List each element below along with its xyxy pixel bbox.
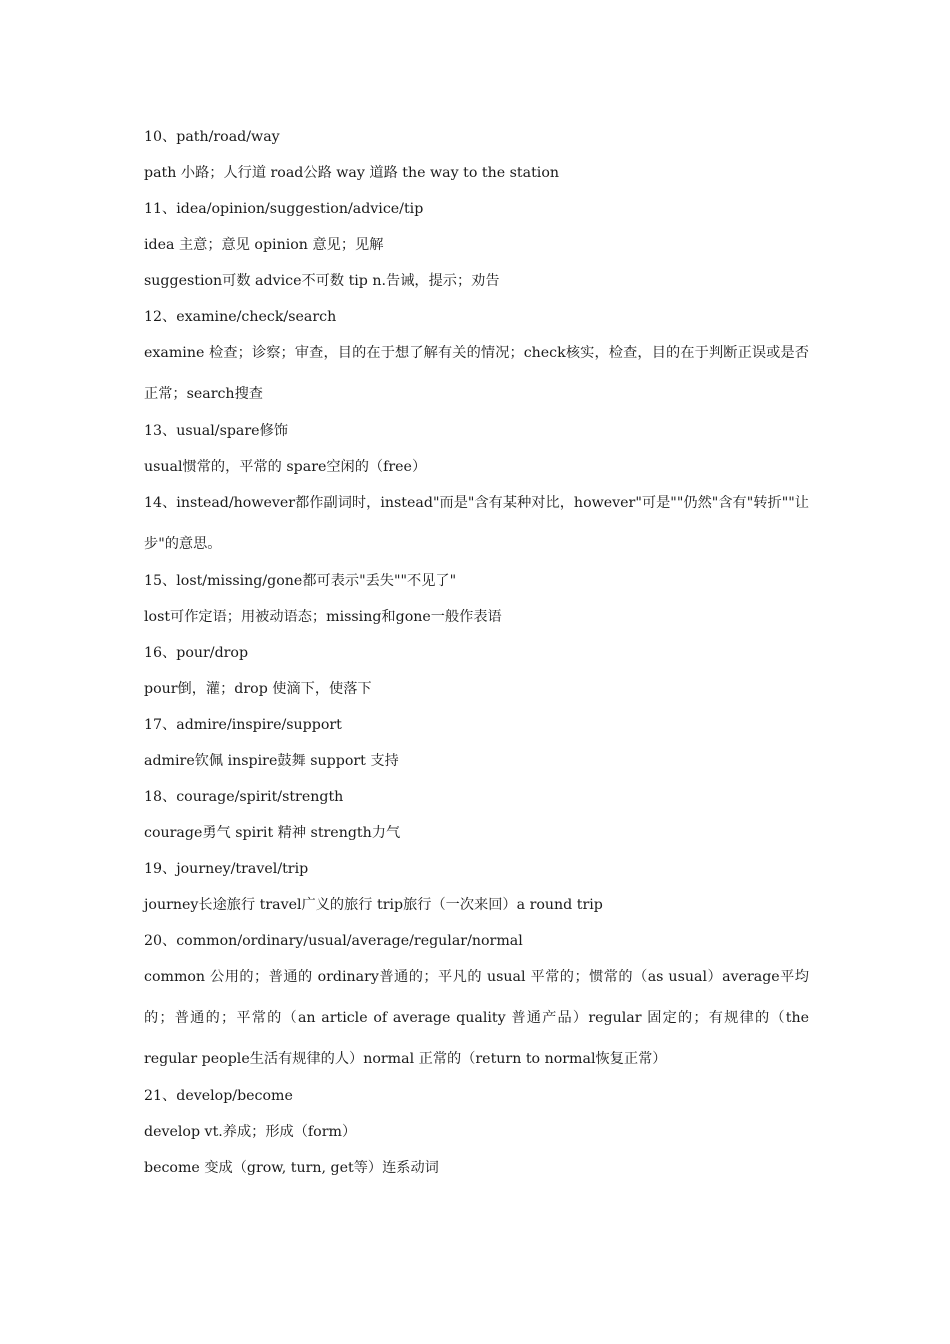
entry-pour-drop: pour倒，灌；drop 使滴下，使落下 xyxy=(144,681,372,697)
entry-become: become 变成（grow, turn, get等）连系动词 xyxy=(144,1160,439,1176)
entry-courage-spirit-strength: courage勇气 spirit 精神 strength力气 xyxy=(144,825,401,841)
heading-20: 20、common/ordinary/usual/average/regular/normal xyxy=(144,933,523,949)
entry-idea-opinion: idea 主意；意见 opinion 意见；见解 xyxy=(144,237,384,253)
entry-admire-inspire-support: admire钦佩 inspire鼓舞 support 支持 xyxy=(144,753,399,769)
entry-lost-missing-gone: lost可作定语；用被动语态；missing和gone一般作表语 xyxy=(144,609,502,625)
heading-21: 21、develop/become xyxy=(144,1088,293,1104)
heading-15: 15、lost/missing/gone都可表示"丢失""不见了" xyxy=(144,573,457,589)
entry-examine-check-search: examine 检查；诊察；审查，目的在于想了解有关的情况；check核实，检查，目的在于判断正误或是否正常；search搜查 xyxy=(144,345,809,402)
heading-11: 11、idea/opinion/suggestion/advice/tip xyxy=(144,201,424,217)
entry-usual-spare: usual惯常的，平常的 spare空闲的（free） xyxy=(144,459,427,475)
entry-common-ordinary-usual: common 公用的；普通的 ordinary普通的；平凡的 usual 平常的；惯常的（as usual）average平均的；普通的；平常的（an article of average quality 普通产品）regular 固定的；有规律的（the regular people生活有规律的人）normal 正常的（return to normal恢复正常） xyxy=(144,969,809,1067)
heading-19: 19、journey/travel/trip xyxy=(144,861,309,877)
entry-develop: develop vt.养成；形成（form） xyxy=(144,1124,357,1140)
entry-suggestion-advice-tip: suggestion可数 advice不可数 tip n.告诫，提示；劝告 xyxy=(144,273,500,289)
heading-10: 10、path/road/way xyxy=(144,129,280,145)
document-body xyxy=(144,125,809,1192)
heading-17: 17、admire/inspire/support xyxy=(144,717,342,733)
heading-18: 18、courage/spirit/strength xyxy=(144,789,344,805)
heading-14: 14、instead/however都作副词时，instead"而是"含有某种对比，however"可是""仍然"含有"转折""让步"的意思。 xyxy=(144,495,809,552)
heading-12: 12、examine/check/search xyxy=(144,309,337,325)
entry-journey-travel-trip: journey长途旅行 travel广义的旅行 trip旅行（一次来回）a round trip xyxy=(144,897,603,913)
heading-13: 13、usual/spare修饰 xyxy=(144,423,288,439)
entry-path-road-way: path 小路；人行道 road公路 way 道路 the way to the station xyxy=(144,165,560,181)
heading-16: 16、pour/drop xyxy=(144,645,249,661)
